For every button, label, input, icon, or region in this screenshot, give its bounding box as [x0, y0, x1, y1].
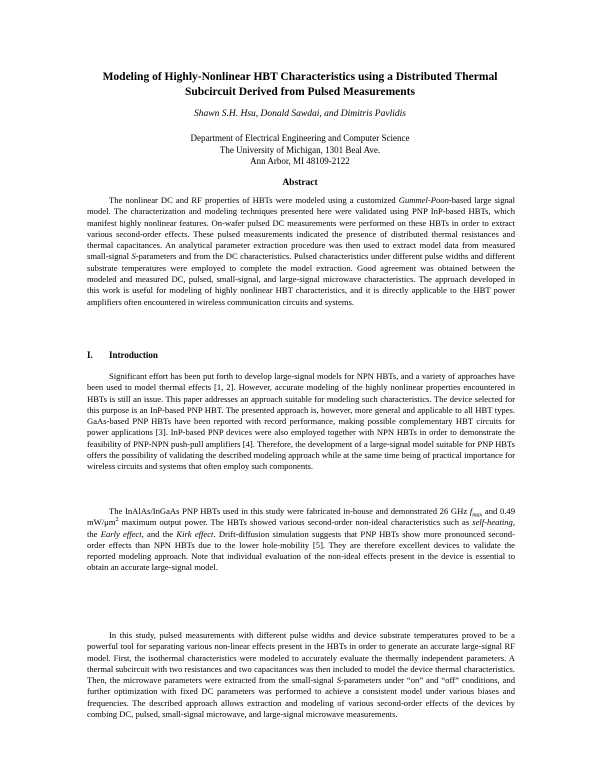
author-list: Shawn S.H. Hsu, Donald Sawdai, and Dimitris Pavlidis [194, 109, 406, 119]
fmax-symbol [469, 506, 483, 519]
paragraph-text: , and the [141, 528, 177, 539]
paragraph-text: and 0.49 mW/μm [87, 506, 516, 528]
superscript: 2 [115, 517, 119, 524]
abstract-text: -parameters and from the DC characteristics. Pulsed characteristics under different pulse widths and different substrate temperatures were employed to complete the model extraction. Good agreement was obtained between the modeled and measured DC, pulsed, small-signal, and large-signal microwave characteristics. The approach developed in this work is useful for modeling of highly nonlinear HBT characteristics, and it is directly applicable to the HBT power amplifiers often encountered in wireless communication circuits and systems. [87, 251, 515, 307]
paragraph-text: -parameters under “on” and “off” conditions, and further optimization with fixed DC parameters was performed to achieve a consistent model under various biases and frequencies. The described approach allows extraction and modeling of various second-order effects of the devices by combing DC, pulsed, small-signal microwave, and large-signal microwave measurements. [87, 675, 515, 720]
paragraph-text: . Drift-diffusion simulation suggests that PNP HBTs show more pronounced second-order effects than NPN HBTs due to the lower hole-mobility [5]. They are therefore excellent devices to validate the reported modeling approach. Note that individual evaluation of the non-ideal effects present in the device is essential to obtain an accurate large-signal model. [87, 528, 515, 573]
term-self-heating: self-heating [472, 517, 513, 528]
abstract-heading: Abstract [282, 178, 318, 188]
abstract-text: -based large signal model. The characterization and modeling techniques presented here were validated using PNP InP-based HBTs, which manifest highly nonlinear features. On-wafer pulsed DC measurements were performed on these HBTs in order to extract various second-order effects. These pulsed measurements indicated the presence of distributed thermal resistances and thermal capacitances. An analytical parameter extraction procedure was then used to extract model data from measured small-signal [87, 195, 515, 262]
affiliation-department: Department of Electrical Engineering and Computer Science [190, 133, 410, 143]
section-title: Introduction [109, 350, 158, 360]
affiliation [80, 133, 520, 168]
s-symbol: S [336, 675, 341, 686]
intro-paragraph-1: Significant effort has been put forth to develop large-signal models for NPN HBTs, and a variety of approaches have been used to model thermal effects [1, 2]. However, accurate modeling of the highly nonlinear properties encountered in HBTs is still an issue. This paper addresses an approach suitable for modeling such characteristics. The device selected for this purpose is an InP-based PNP HBT. The presented approach is, however, more general and applicable to all HBT types. GaAs-based PNP HBTs have been reported with record performance, making possible complementary HBT circuits for power applications [3]. InP-based PNP devices were also employed together with NPN HBTs in order to demonstrate the feasibility of PNP-NPN push-pull amplifiers [4]. Therefore, the development of a large-signal model suitable for PNP HBTs offers the possibility of validating the described modeling approach while at the same time being of practical importance for wireless circuits and systems that often employ such components. [87, 371, 515, 472]
paragraph-text: maximum output power. The HBTs showed various second-order non-ideal characteristics such as [118, 517, 473, 528]
paragraph-text: The InAlAs/InGaAs PNP HBTs used in this study were fabricated in-house and demonstrated 26 GHz [109, 506, 470, 516]
paragraph-text: , the [87, 517, 515, 539]
s-symbol: S [131, 251, 136, 262]
fmax-subscript: max [472, 512, 483, 519]
paragraph-text: In this study, pulsed measurements with different pulse widths and device substrate temperatures proved to be a powerful tool for separating various non-linear effects present in the HBTs in order to generate an accurate large-signal RF model. First, the isothermal characteristics were modeled to accurately evaluate the thermally independent parameters. A thermal subcircuit with two resistances and two capacitances was then included to model the device thermal characteristics. Then, the microwave parameters were extracted from the small-signal [87, 630, 515, 686]
fmax-f: f [469, 506, 473, 516]
paper-title: Modeling of Highly-Nonlinear HBT Characteristics using a Distributed Thermal Subcircuit Derived from Pulsed Measurements [102, 71, 498, 98]
abstract-body [87, 195, 515, 308]
section-number: I. [87, 350, 93, 360]
term-early-effect: Early effect [100, 528, 142, 539]
intro-paragraph-2 [87, 506, 515, 574]
affiliation-university: The University of Michigan, 1301 Beal Ave. [219, 144, 381, 155]
abstract-text: The nonlinear DC and RF properties of HBTs were modeled using a customized [109, 195, 399, 205]
affiliation-address: Ann Arbor, MI 48109-2122 [250, 156, 350, 166]
intro-paragraph-3 [87, 630, 515, 720]
section-heading [87, 349, 158, 361]
model-name: Gummel-Poon [398, 195, 449, 205]
term-kirk-effect: Kirk effect [176, 528, 214, 539]
